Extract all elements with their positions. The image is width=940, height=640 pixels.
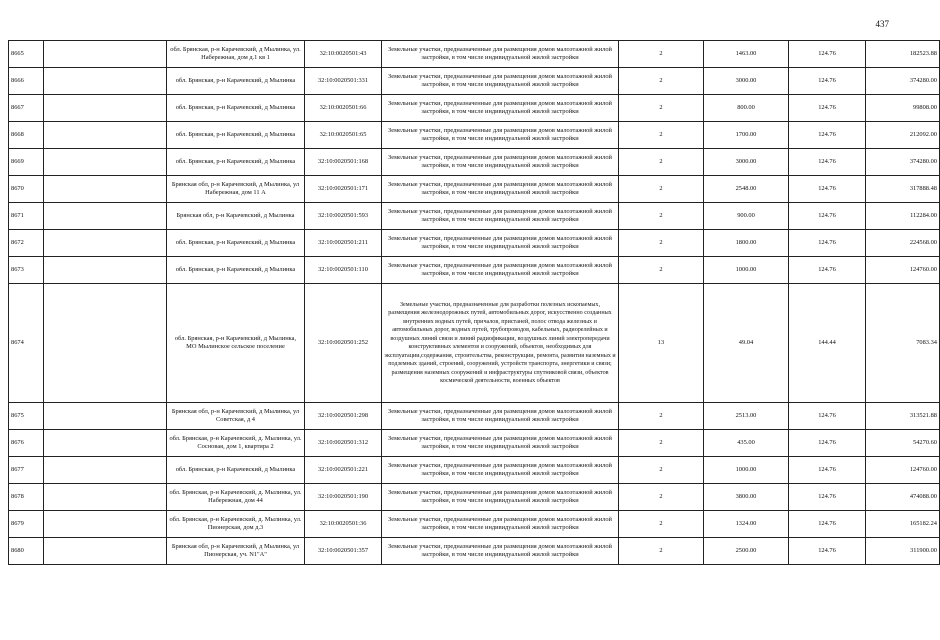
row-number-cell: 8665 <box>9 41 44 68</box>
land-use-cell: Земельные участки, предназначенные для разработки полезных ископаемых, размещения железнодорожных путей, автомобильных дорог, искусственно созданных внутренних водных путей, причалов, пристаней, полос отвода железных и автомобильных дорог, водных путей, трубопроводов, кабельных, радиорелейных и воздушных линий связи и линий радиофикации, воздушных линий электропередачи конструктивных элементов и сооружений, объектов, необходимых для эксплуатации,содержания, строительства, реконструкции, ремонта, развития наземных и подземных зданий, строений, сооружений, устройств транспорта, энергетики и связи; размещения наземных сооружений и инфраструктуры спутниковой связи, объектов космической деятельности, военных объектов <box>382 284 619 403</box>
specific-value-cell: 124.76 <box>789 511 866 538</box>
address-cell: обл. Брянская, р-н Карачевский, д. Мылинка, ул. Набережная, дом 44 <box>167 484 305 511</box>
group-cell: 13 <box>619 284 704 403</box>
land-use-cell: Земельные участки, предназначенные для размещения домов малоэтажной жилой застройки, в том числе индивидуальной жилой застройки <box>382 430 619 457</box>
page-number: 437 <box>875 19 889 29</box>
table-row <box>9 41 940 68</box>
address-cell: обл. Брянская, р-н Карачевский, д. Мылинка, ул. Сосновая, дом 1, квартира 2 <box>167 430 305 457</box>
cadastral-value-cell: 182523.88 <box>866 41 940 68</box>
specific-value-cell: 124.76 <box>789 68 866 95</box>
land-use-cell: Земельные участки, предназначенные для размещения домов малоэтажной жилой застройки, в том числе индивидуальной жилой застройки <box>382 484 619 511</box>
address-cell: обл. Брянская, р-н Карачевский, д Мылинка <box>167 230 305 257</box>
cadastral-number-cell: 32:10:0020501:66 <box>305 95 382 122</box>
area-cell: 2548.00 <box>704 176 789 203</box>
land-use-cell: Земельные участки, предназначенные для размещения домов малоэтажной жилой застройки, в том числе индивидуальной жилой застройки <box>382 403 619 430</box>
empty-cell <box>44 284 167 403</box>
area-cell: 800.00 <box>704 95 789 122</box>
empty-cell <box>44 511 167 538</box>
table-row <box>9 122 940 149</box>
table-row <box>9 284 940 403</box>
land-use-cell: Земельные участки, предназначенные для размещения домов малоэтажной жилой застройки, в том числе индивидуальной жилой застройки <box>382 41 619 68</box>
group-cell: 2 <box>619 176 704 203</box>
cadastral-number-cell: 32:10:0020501:65 <box>305 122 382 149</box>
address-cell: обл. Брянская, р-н Карачевский, д Мылинка <box>167 95 305 122</box>
area-cell: 1324.00 <box>704 511 789 538</box>
land-use-cell: Земельные участки, предназначенные для размещения домов малоэтажной жилой застройки, в том числе индивидуальной жилой застройки <box>382 538 619 565</box>
address-cell: Брянская обл, р-н Карачевский, д Мылинка, ул Набережная, дом 11 А <box>167 176 305 203</box>
empty-cell <box>44 257 167 284</box>
cadastral-value-table <box>8 40 940 565</box>
specific-value-cell: 124.76 <box>789 230 866 257</box>
cadastral-number-cell: 32:10:0020501:298 <box>305 403 382 430</box>
land-use-cell: Земельные участки, предназначенные для размещения домов малоэтажной жилой застройки, в том числе индивидуальной жилой застройки <box>382 122 619 149</box>
address-cell: обл. Брянская, р-н Карачевский, д Мылинка <box>167 457 305 484</box>
area-cell: 900.00 <box>704 203 789 230</box>
empty-cell <box>44 149 167 176</box>
table-row <box>9 149 940 176</box>
table-row <box>9 403 940 430</box>
specific-value-cell: 124.76 <box>789 257 866 284</box>
empty-cell <box>44 41 167 68</box>
group-cell: 2 <box>619 457 704 484</box>
table-row <box>9 68 940 95</box>
row-number-cell: 8678 <box>9 484 44 511</box>
address-cell: обл. Брянская, р-н Карачевский, д Мылинка <box>167 149 305 176</box>
area-cell: 1700.00 <box>704 122 789 149</box>
row-number-cell: 8676 <box>9 430 44 457</box>
empty-cell <box>44 403 167 430</box>
group-cell: 2 <box>619 538 704 565</box>
address-cell: обл. Брянская, р-н Карачевский, д Мылинка <box>167 122 305 149</box>
specific-value-cell: 124.76 <box>789 538 866 565</box>
cadastral-number-cell: 32:10:0020501:221 <box>305 457 382 484</box>
land-use-cell: Земельные участки, предназначенные для размещения домов малоэтажной жилой застройки, в том числе индивидуальной жилой застройки <box>382 230 619 257</box>
table-row <box>9 257 940 284</box>
cadastral-number-cell: 32:10:0020501:331 <box>305 68 382 95</box>
cadastral-value-cell: 313521.88 <box>866 403 940 430</box>
specific-value-cell: 124.76 <box>789 41 866 68</box>
specific-value-cell: 124.76 <box>789 176 866 203</box>
specific-value-cell: 124.76 <box>789 457 866 484</box>
address-cell: обл. Брянская, р-н Карачевский, д. Мылинка, ул. Пионерская, дом д.3 <box>167 511 305 538</box>
address-cell: обл. Брянская, р-н Карачевский, д Мылинка, МО Мылинское сельское поселение <box>167 284 305 403</box>
area-cell: 2513.00 <box>704 403 789 430</box>
land-use-cell: Земельные участки, предназначенные для размещения домов малоэтажной жилой застройки, в том числе индивидуальной жилой застройки <box>382 176 619 203</box>
cadastral-number-cell: 32:10:0020501:110 <box>305 257 382 284</box>
cadastral-value-cell: 124760.00 <box>866 457 940 484</box>
table-row <box>9 511 940 538</box>
cadastral-number-cell: 32:10:0020501:357 <box>305 538 382 565</box>
table-row <box>9 538 940 565</box>
cadastral-value-cell: 311900.00 <box>866 538 940 565</box>
cadastral-value-cell: 112284.00 <box>866 203 940 230</box>
land-use-cell: Земельные участки, предназначенные для размещения домов малоэтажной жилой застройки, в том числе индивидуальной жилой застройки <box>382 511 619 538</box>
land-use-cell: Земельные участки, предназначенные для размещения домов малоэтажной жилой застройки, в том числе индивидуальной жилой застройки <box>382 203 619 230</box>
group-cell: 2 <box>619 430 704 457</box>
specific-value-cell: 124.76 <box>789 484 866 511</box>
group-cell: 2 <box>619 203 704 230</box>
land-use-cell: Земельные участки, предназначенные для размещения домов малоэтажной жилой застройки, в том числе индивидуальной жилой застройки <box>382 257 619 284</box>
area-cell: 435.00 <box>704 430 789 457</box>
specific-value-cell: 124.76 <box>789 403 866 430</box>
row-number-cell: 8671 <box>9 203 44 230</box>
area-cell: 1800.00 <box>704 230 789 257</box>
row-number-cell: 8667 <box>9 95 44 122</box>
address-cell: Брянская обл, р-н Карачевский, д Мылинка, ул Пионерская, уч. N1"А" <box>167 538 305 565</box>
empty-cell <box>44 430 167 457</box>
empty-cell <box>44 203 167 230</box>
group-cell: 2 <box>619 403 704 430</box>
land-use-cell: Земельные участки, предназначенные для размещения домов малоэтажной жилой застройки, в том числе индивидуальной жилой застройки <box>382 68 619 95</box>
specific-value-cell: 124.76 <box>789 122 866 149</box>
specific-value-cell: 144.44 <box>789 284 866 403</box>
row-number-cell: 8677 <box>9 457 44 484</box>
row-number-cell: 8679 <box>9 511 44 538</box>
land-use-cell: Земельные участки, предназначенные для размещения домов малоэтажной жилой застройки, в том числе индивидуальной жилой застройки <box>382 457 619 484</box>
group-cell: 2 <box>619 149 704 176</box>
cadastral-number-cell: 32:10:0020501:43 <box>305 41 382 68</box>
cadastral-number-cell: 32:10:0020501:211 <box>305 230 382 257</box>
empty-cell <box>44 176 167 203</box>
row-number-cell: 8673 <box>9 257 44 284</box>
group-cell: 2 <box>619 95 704 122</box>
row-number-cell: 8666 <box>9 68 44 95</box>
cadastral-value-cell: 7083.34 <box>866 284 940 403</box>
row-number-cell: 8670 <box>9 176 44 203</box>
cadastral-value-cell: 224568.00 <box>866 230 940 257</box>
empty-cell <box>44 484 167 511</box>
row-number-cell: 8674 <box>9 284 44 403</box>
cadastral-number-cell: 32:10:0020501:171 <box>305 176 382 203</box>
cadastral-value-cell: 124760.00 <box>866 257 940 284</box>
group-cell: 2 <box>619 230 704 257</box>
empty-cell <box>44 68 167 95</box>
area-cell: 1000.00 <box>704 257 789 284</box>
row-number-cell: 8675 <box>9 403 44 430</box>
table-row <box>9 95 940 122</box>
row-number-cell: 8669 <box>9 149 44 176</box>
empty-cell <box>44 457 167 484</box>
area-cell: 2500.00 <box>704 538 789 565</box>
row-number-cell: 8672 <box>9 230 44 257</box>
cadastral-value-cell: 374280.00 <box>866 68 940 95</box>
group-cell: 2 <box>619 511 704 538</box>
address-cell: Брянская обл, р-н Карачевский, д Мылинка <box>167 203 305 230</box>
cadastral-value-cell: 99808.00 <box>866 95 940 122</box>
row-number-cell: 8668 <box>9 122 44 149</box>
cadastral-number-cell: 32:10:0020501:312 <box>305 430 382 457</box>
area-cell: 1000.00 <box>704 457 789 484</box>
address-cell: обл. Брянская, р-н Карачевский, д Мылинка, ул. Набережная, дом д.1 кв 1 <box>167 41 305 68</box>
empty-cell <box>44 230 167 257</box>
cadastral-value-cell: 474088.00 <box>866 484 940 511</box>
cadastral-value-cell: 54270.60 <box>866 430 940 457</box>
empty-cell <box>44 122 167 149</box>
table-row <box>9 484 940 511</box>
area-cell: 3800.00 <box>704 484 789 511</box>
table-row <box>9 203 940 230</box>
group-cell: 2 <box>619 257 704 284</box>
area-cell: 49.04 <box>704 284 789 403</box>
cadastral-value-cell: 165182.24 <box>866 511 940 538</box>
cadastral-number-cell: 32:10:0020501:252 <box>305 284 382 403</box>
address-cell: Брянская обл, р-н Карачевский, д Мылинка, ул Советская, д 4 <box>167 403 305 430</box>
group-cell: 2 <box>619 41 704 68</box>
area-cell: 3000.00 <box>704 149 789 176</box>
area-cell: 1463.00 <box>704 41 789 68</box>
table-row <box>9 176 940 203</box>
cadastral-value-cell: 212092.00 <box>866 122 940 149</box>
group-cell: 2 <box>619 484 704 511</box>
land-use-cell: Земельные участки, предназначенные для размещения домов малоэтажной жилой застройки, в том числе индивидуальной жилой застройки <box>382 149 619 176</box>
address-cell: обл. Брянская, р-н Карачевский, д Мылинка <box>167 68 305 95</box>
table-row <box>9 457 940 484</box>
area-cell: 3000.00 <box>704 68 789 95</box>
row-number-cell: 8680 <box>9 538 44 565</box>
empty-cell <box>44 538 167 565</box>
table-row <box>9 430 940 457</box>
cadastral-number-cell: 32:10:0020501:190 <box>305 484 382 511</box>
empty-cell <box>44 95 167 122</box>
cadastral-number-cell: 32:10:0020501:36 <box>305 511 382 538</box>
specific-value-cell: 124.76 <box>789 95 866 122</box>
specific-value-cell: 124.76 <box>789 149 866 176</box>
group-cell: 2 <box>619 122 704 149</box>
land-use-cell: Земельные участки, предназначенные для размещения домов малоэтажной жилой застройки, в том числе индивидуальной жилой застройки <box>382 95 619 122</box>
table-row <box>9 230 940 257</box>
cadastral-value-cell: 374280.00 <box>866 149 940 176</box>
cadastral-number-cell: 32:10:0020501:593 <box>305 203 382 230</box>
cadastral-number-cell: 32:10:0020501:168 <box>305 149 382 176</box>
address-cell: обл. Брянская, р-н Карачевский, д Мылинка <box>167 257 305 284</box>
cadastral-value-cell: 317888.48 <box>866 176 940 203</box>
specific-value-cell: 124.76 <box>789 203 866 230</box>
specific-value-cell: 124.76 <box>789 430 866 457</box>
group-cell: 2 <box>619 68 704 95</box>
